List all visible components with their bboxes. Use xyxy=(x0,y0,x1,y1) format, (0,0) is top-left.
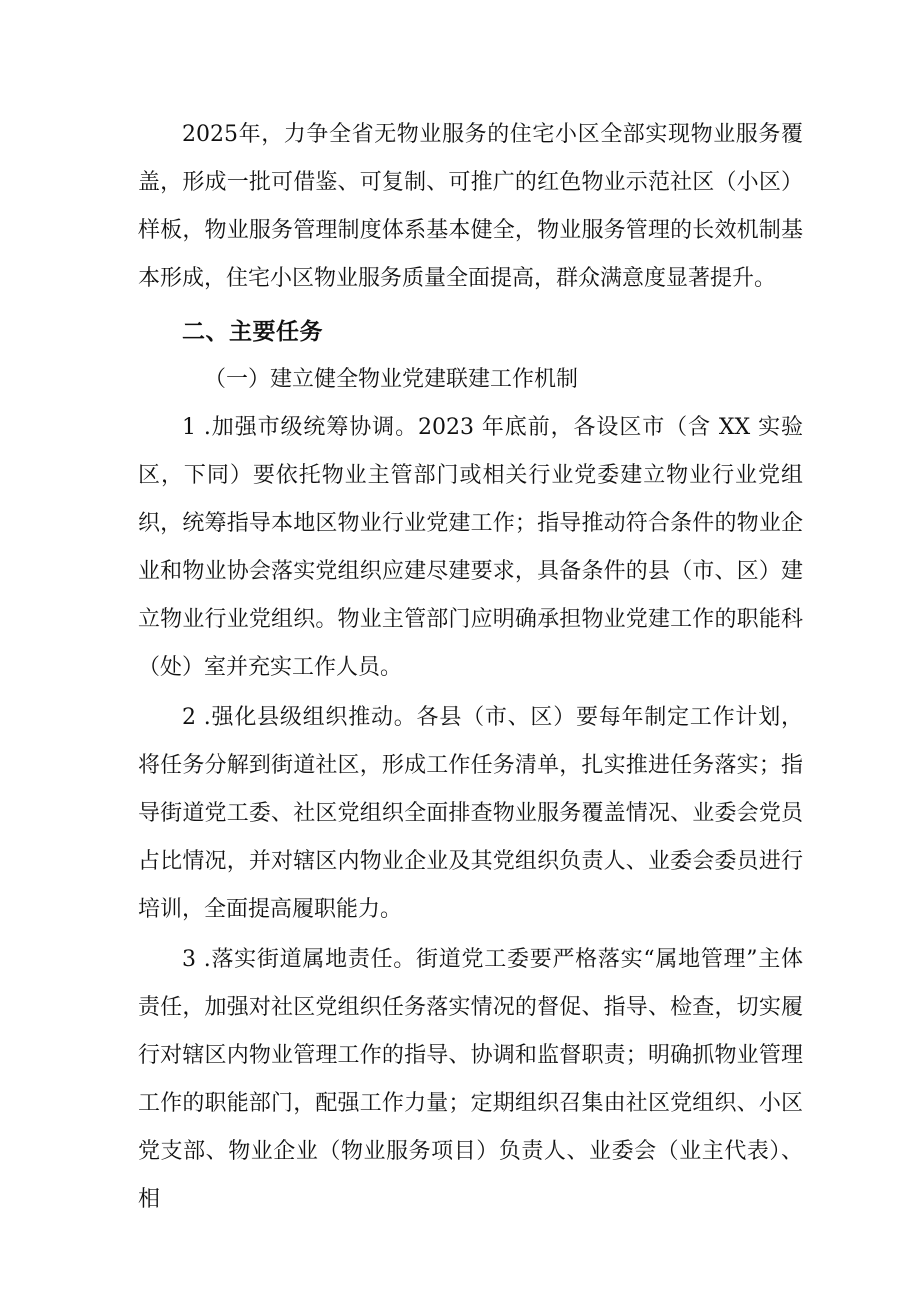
task-item-2: 2 .强化县级组织推动。各县（市、区）要每年制定工作计划，将任务分解到街道社区，形成工作任务清单，扎实推进任务落实；指导街道党工委、社区党组织全面排查物业服务覆盖情况、业委会党员占比情况，并对辖区内物业企业及其党组织负责人、业委会委员进行培训，全面提高履职能力。 xyxy=(138,705,803,922)
document-body xyxy=(138,111,803,1224)
section-heading: 二、主要任务 xyxy=(182,319,323,345)
task-item-3: 3 .落实街道属地责任。街道党工委要严格落实“属地管理”主体责任，加强对社区党组织任务落实情况的督促、指导、检查，切实履行对辖区内物业管理工作的指导、协调和监督职责；明确抓物业管理工作的职能部门，配强工作力量；定期组织召集由社区党组织、小区党支部、物业企业（物业服务项目）负责人、业委会（业主代表）、相 xyxy=(138,947,803,1212)
subsection-heading: （一）建立健全物业党建联建工作机制 xyxy=(204,367,579,392)
task-item-1: 1 .加强市级统筹协调。2023 年底前，各设区市（含 XX 实验区，下同）要依托物业主管部门或相关行业党委建立物业行业党组织，统筹指导本地区物业行业党建工作；指导推动符合条件的物业企业和物业协会落实党组织应建尽建要求，具备条件的县（市、区）建立物业行业党组织。物业主管部门应明确承担物业党建工作的职能科（处）室并充实工作人员。 xyxy=(138,415,803,680)
intro-paragraph: 2025年，力争全省无物业服务的住宅小区全部实现物业服务覆盖，形成一批可借鉴、可复制、可推广的红色物业示范社区（小区）样板，物业服务管理制度体系基本健全，物业服务管理的长效机制基本形成，住宅小区物业服务质量全面提高，群众满意度显著提升。 xyxy=(138,122,803,291)
